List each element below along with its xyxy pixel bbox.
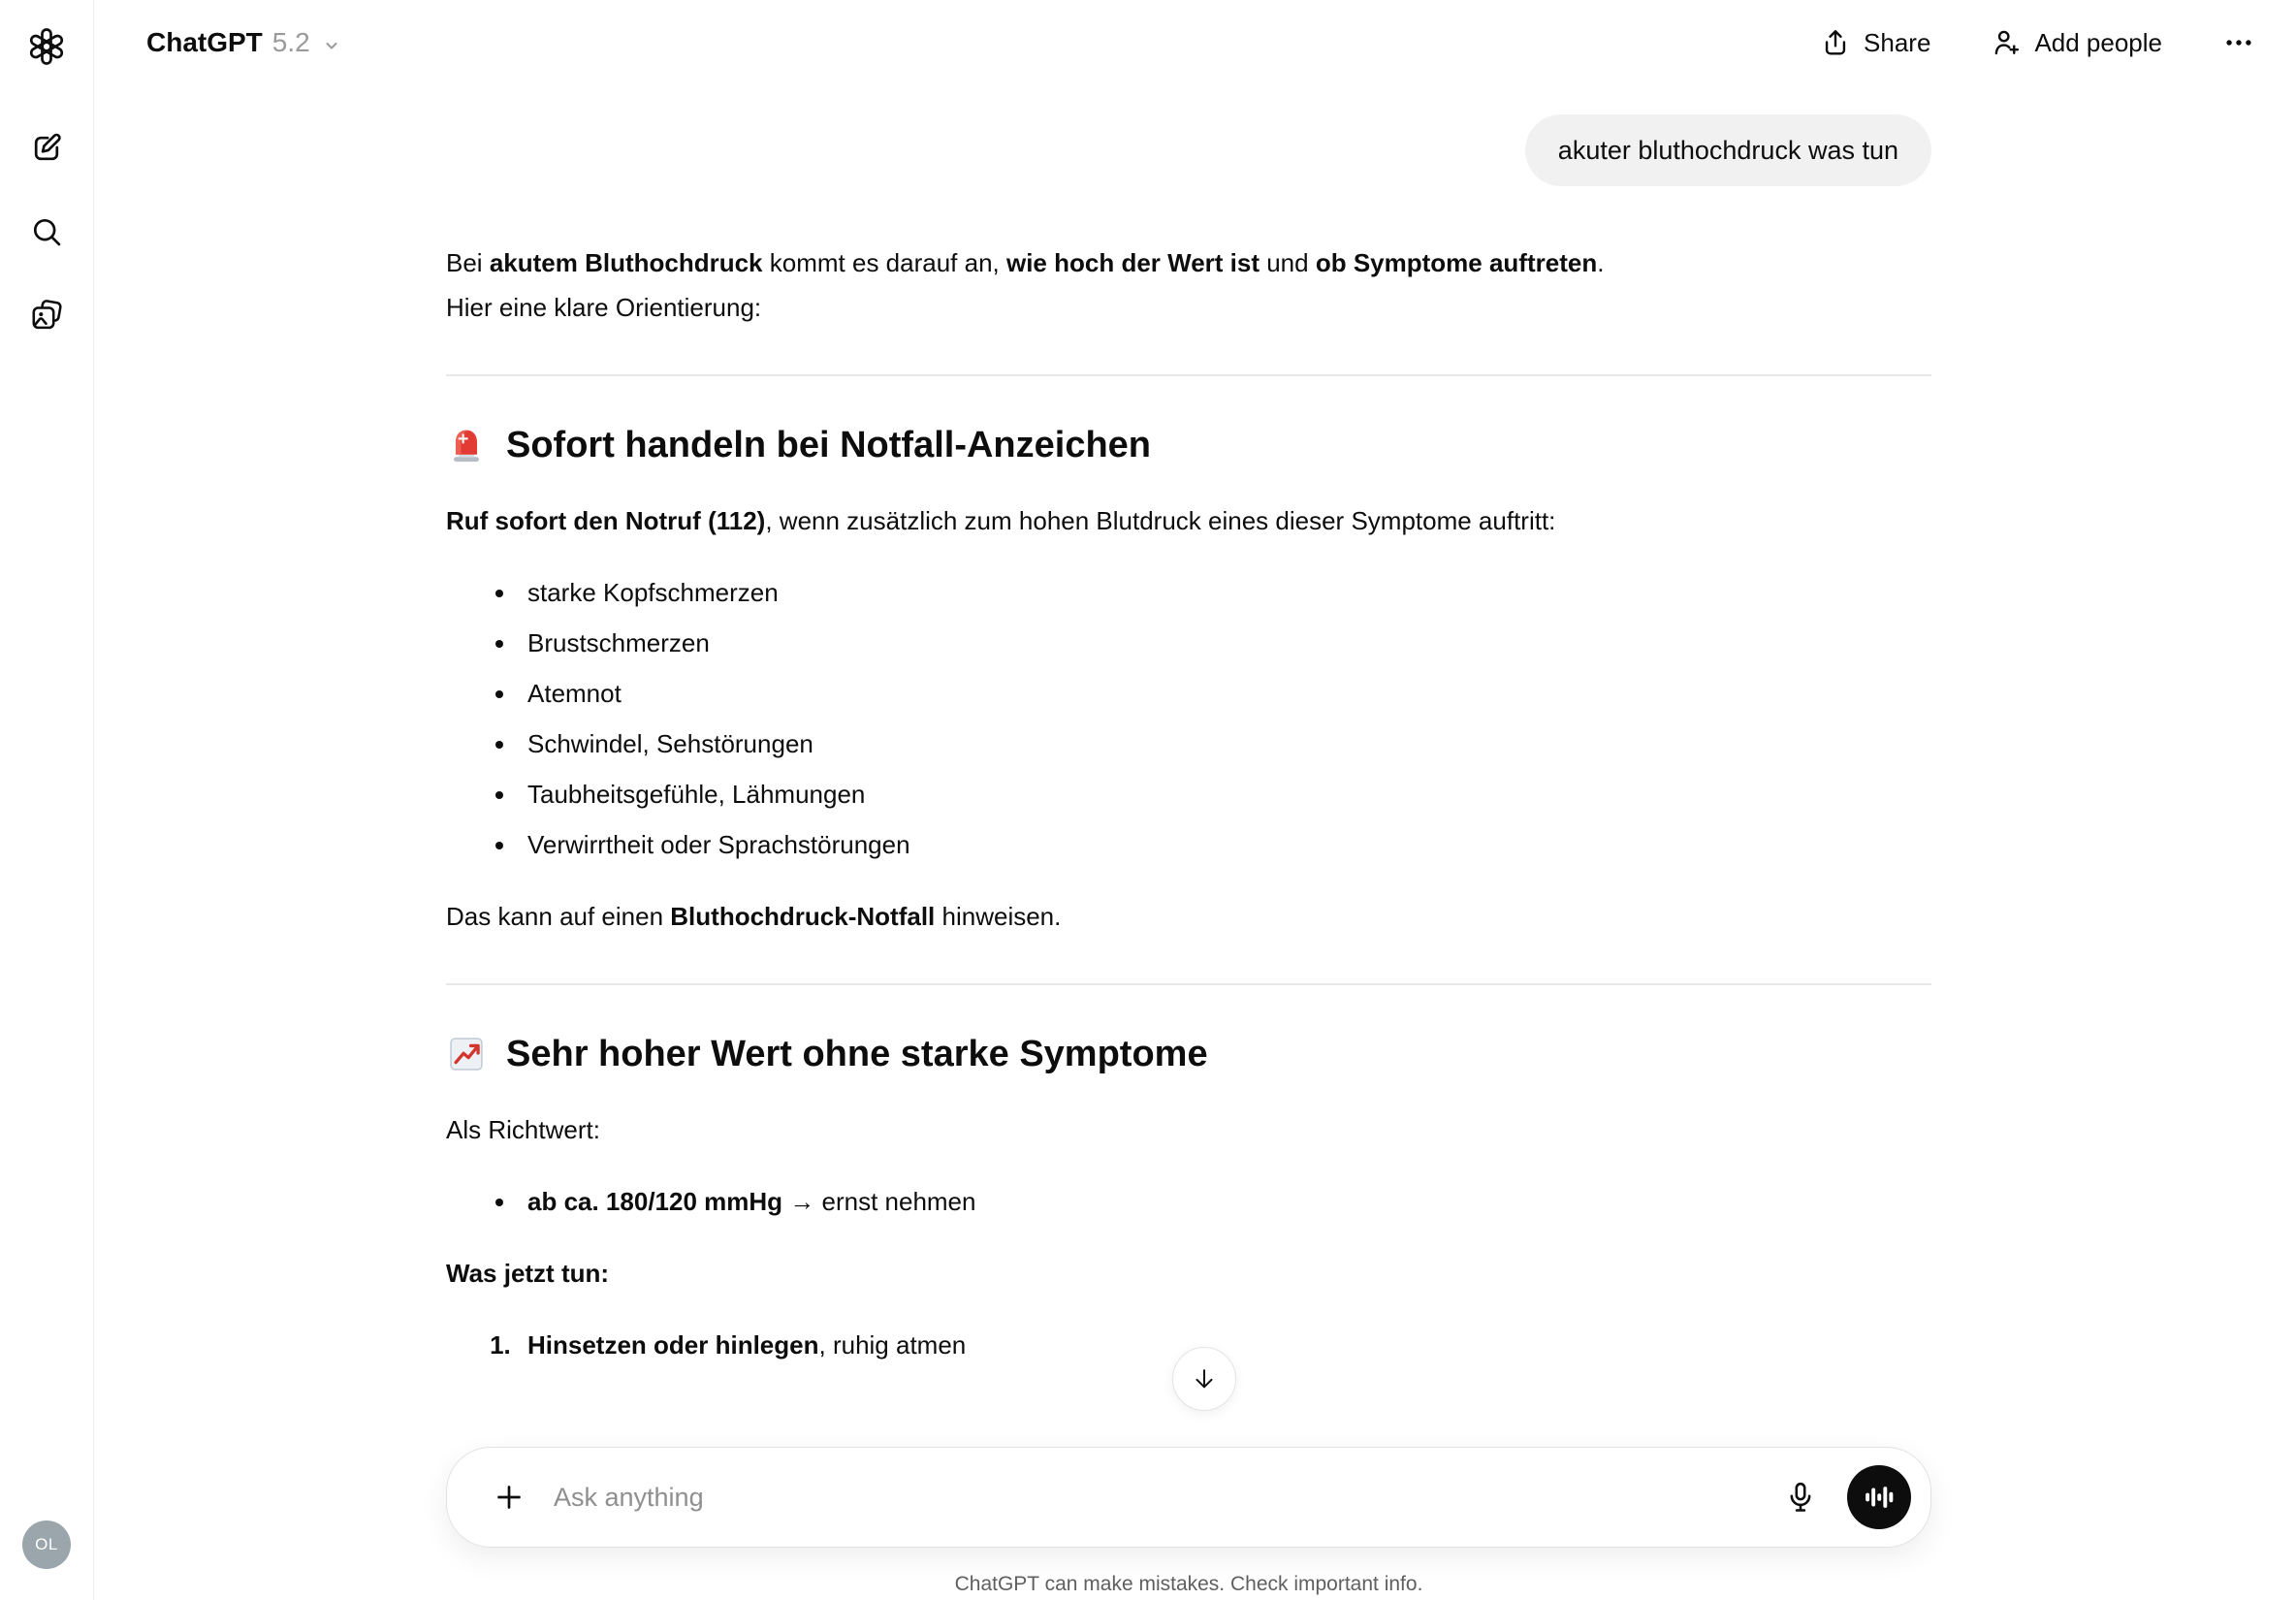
sidebar <box>0 0 94 1600</box>
dictate-button[interactable] <box>1775 1472 1826 1522</box>
chart-increasing-emoji-icon <box>446 1034 487 1074</box>
assistant-message <box>446 240 1931 1367</box>
composer-area <box>446 1447 1931 1548</box>
microphone-icon <box>1783 1480 1818 1515</box>
new-chat-button[interactable] <box>24 126 69 171</box>
more-options-icon <box>2222 26 2255 59</box>
chevron-down-icon <box>320 34 343 57</box>
conversation-thread <box>446 114 1931 1367</box>
voice-mode-button[interactable] <box>1847 1465 1911 1529</box>
add-people-button[interactable] <box>1979 17 2174 68</box>
list-item-text: ab ca. 180/120 mmHg → ernst nehmen <box>527 1187 976 1216</box>
add-people-label: Add people <box>2034 27 2162 57</box>
message-input[interactable] <box>554 1483 1775 1513</box>
section-heading-high-value <box>446 1030 1931 1078</box>
section-title: Sofort handeln bei Notfall-Anzeichen <box>506 425 1152 465</box>
list-item-text: Schwindel, Sehstörungen <box>527 729 813 758</box>
list-item <box>518 570 1931 615</box>
composer <box>446 1447 1931 1548</box>
list-item <box>518 772 1931 816</box>
plus-icon <box>492 1480 526 1515</box>
main-area <box>94 0 2296 1600</box>
divider <box>446 983 1931 985</box>
add-people-icon <box>1991 27 2022 58</box>
siren-emoji-icon <box>446 425 487 465</box>
list-item <box>518 822 1931 867</box>
emergency-outro: Das kann auf einen Bluthochdruck-Notfall hinweisen. <box>446 902 1062 931</box>
library-button[interactable] <box>24 293 69 337</box>
avatar-initials: OL <box>35 1535 58 1553</box>
list-item <box>518 1179 1931 1224</box>
list-item-text: Verwirrtheit oder Sprachstörungen <box>527 830 910 859</box>
sidebar-nav <box>24 126 69 337</box>
share-button[interactable] <box>1808 17 1942 68</box>
symptom-list <box>446 570 1931 867</box>
list-item <box>518 721 1931 766</box>
user-avatar[interactable] <box>22 1520 71 1569</box>
app-title: ChatGPT <box>146 27 263 57</box>
model-version: 5.2 <box>271 27 310 57</box>
list-item-text: Taubheitsgefühle, Lähmungen <box>527 780 866 809</box>
section-title: Sehr hoher Wert ohne starke Symptome <box>506 1034 1208 1074</box>
section-heading-emergency <box>446 421 1931 469</box>
intro-line-1: Bei akutem Bluthochdruck kommt es darauf an, wie hoch der Wert ist und ob Symptome auftreten. <box>446 248 1605 277</box>
list-item-text: Atemnot <box>527 679 622 708</box>
openai-logo-icon <box>25 25 68 68</box>
user-message-row <box>446 114 1931 186</box>
topbar <box>94 0 2296 85</box>
voice-waveform-icon <box>1863 1481 1896 1514</box>
guideline-lead: Als Richtwert: <box>446 1115 600 1144</box>
list-item-text: Brustschmerzen <box>527 628 710 657</box>
model-switcher[interactable] <box>135 17 355 68</box>
what-to-do-subheading: Was jetzt tun: <box>446 1259 610 1288</box>
assistant-intro <box>446 240 1931 330</box>
search-icon <box>29 214 64 249</box>
list-item <box>518 671 1931 716</box>
list-item <box>518 621 1931 665</box>
disclaimer-text: ChatGPT can make mistakes. Check important info. <box>954 1573 1423 1595</box>
list-item-text: starke Kopfschmerzen <box>527 578 779 607</box>
chatgpt-home-button[interactable] <box>23 23 70 70</box>
topbar-actions <box>1808 16 2267 69</box>
new-chat-icon <box>29 131 64 166</box>
guideline-list <box>446 1179 1931 1224</box>
user-message-bubble: akuter bluthochdruck was tun <box>1525 114 1931 186</box>
list-item-text: Hinsetzen oder hinlegen, ruhig atmen <box>527 1330 967 1360</box>
intro-line-2: Hier eine klare Orientierung: <box>446 293 762 322</box>
share-label: Share <box>1864 27 1931 57</box>
emergency-lead: Ruf sofort den Notruf (112), wenn zusätzlich zum hohen Blutdruck eines dieser Symptome auftritt: <box>446 506 1556 535</box>
divider <box>446 374 1931 376</box>
scroll-to-bottom-button[interactable] <box>1172 1347 1236 1411</box>
attach-button[interactable] <box>484 1472 534 1522</box>
more-options-button[interactable] <box>2211 16 2267 69</box>
search-button[interactable] <box>24 209 69 254</box>
library-icon <box>29 298 64 333</box>
arrow-down-icon <box>1189 1363 1220 1394</box>
share-icon <box>1820 27 1851 58</box>
